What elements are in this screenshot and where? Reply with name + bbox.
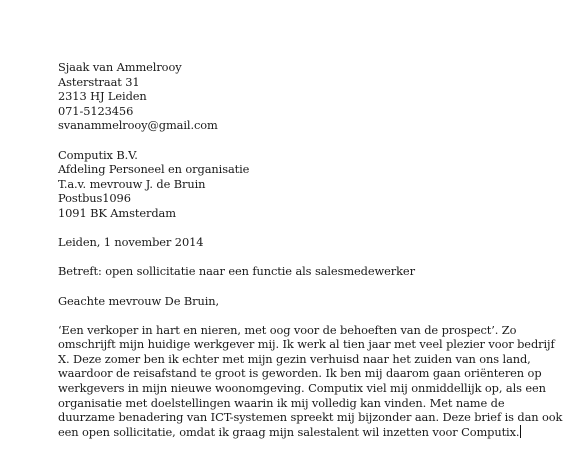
sender-postal-city: 2313 HJ Leiden: [58, 89, 147, 104]
recipient-department: Afdeling Personeel en organisatie: [58, 162, 250, 177]
spacer: [58, 250, 563, 265]
spacer: [58, 279, 563, 294]
body-line: organisatie met doelstellingen waarin ik mij volledig kan vinden. Met name de: [58, 395, 505, 410]
body-line: waardoor de reisafstand te groot is geworden. Ik ben mij daarom gaan oriënteren op: [58, 366, 542, 381]
sender-street: Asterstraat 31: [58, 74, 140, 89]
letter-body[interactable]: [58, 323, 563, 440]
letter-page[interactable]: [58, 60, 563, 439]
body-line-last-text: een open sollicitatie, omdat ik graag mijn salestalent wil inzetten voor Computix.: [58, 424, 520, 439]
date-line: Leiden, 1 november 2014: [58, 235, 204, 250]
spacer: [58, 133, 563, 148]
salutation: Geachte mevrouw De Bruin,: [58, 293, 220, 308]
body-line: omschrijft mijn huidige werkgever mij. Ik werk al tien jaar met veel plezier voor bedrijf: [58, 337, 555, 352]
recipient-pobox: Postbus1096: [58, 191, 131, 206]
recipient-postal-city: 1091 BK Amsterdam: [58, 205, 176, 220]
spacer: [58, 221, 563, 236]
recipient-address: [58, 148, 563, 221]
body-line: X. Deze zomer ben ik echter met mijn gezin verhuisd naar het zuiden van ons land,: [58, 351, 531, 366]
body-line: duurzame benadering van ICT-systemen spreekt mij bijzonder aan. Deze brief is dan ook: [58, 410, 563, 425]
body-line: werkgevers in mijn nieuwe woonomgeving. Computix viel mij onmiddellijk op, als een: [58, 381, 546, 396]
subject-line: Betreft: open sollicitatie naar een functie als salesmedewerker: [58, 264, 415, 279]
recipient-company: Computix B.V.: [58, 147, 138, 162]
sender-name: Sjaak van Ammelrooy: [58, 60, 182, 74]
text-cursor: [520, 425, 521, 438]
sender-address: [58, 60, 563, 133]
body-line-last: [58, 425, 563, 440]
body-line: ‘Een verkoper in hart en nieren, met oog voor de behoeften van de prospect’. Zo: [58, 322, 517, 337]
spacer: [58, 308, 563, 323]
sender-phone: 071-5123456: [58, 103, 134, 118]
recipient-attention: T.a.v. mevrouw J. de Bruin: [58, 176, 206, 191]
sender-email: svanammelrooy@gmail.com: [58, 118, 218, 133]
